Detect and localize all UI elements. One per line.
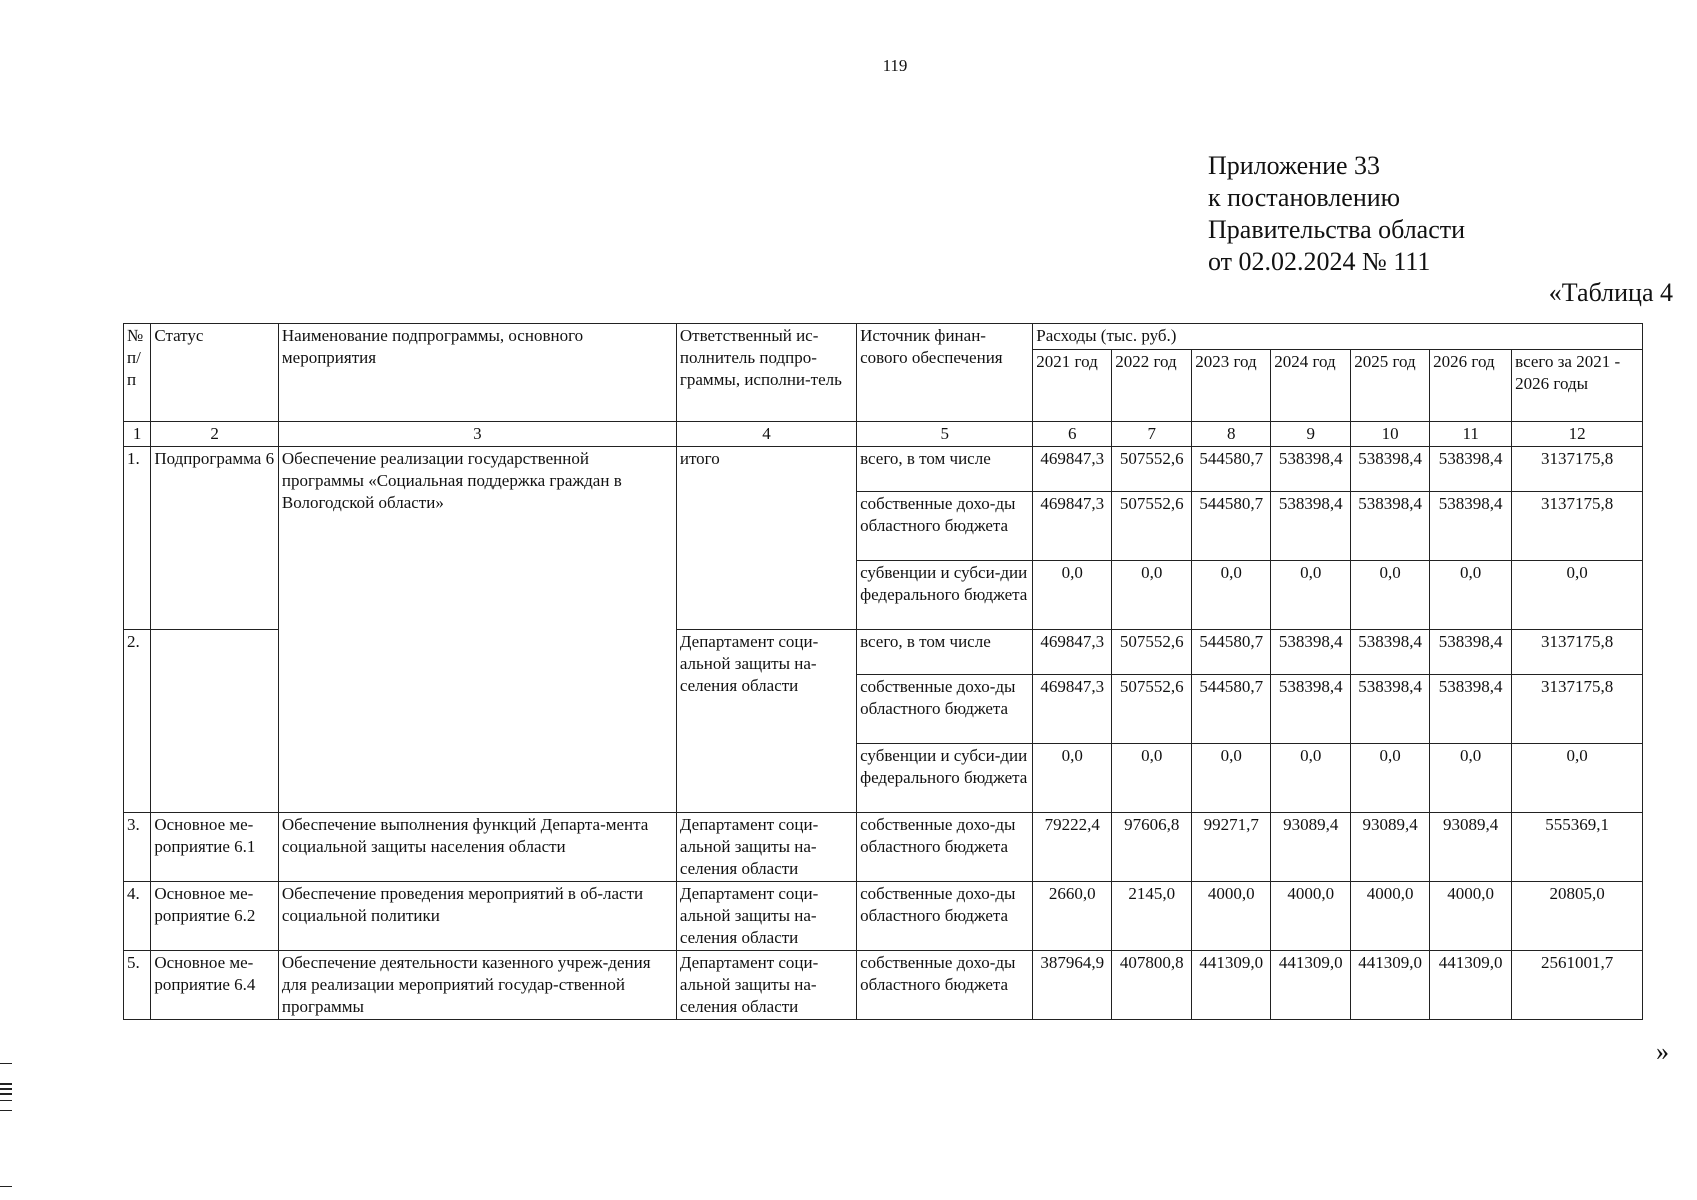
row-num: 3. <box>124 813 151 882</box>
scan-edge-mark <box>0 1088 12 1090</box>
row-status: Основное ме-роприятие 6.4 <box>151 951 279 1020</box>
value-cell: 0,0 <box>1430 744 1512 813</box>
total-cell: 2561001,7 <box>1512 951 1643 1020</box>
value-cell: 0,0 <box>1112 744 1192 813</box>
table-row <box>124 813 1643 882</box>
row-source: всего, в том числе <box>857 447 1033 492</box>
header-year-2026: 2026 год <box>1430 350 1512 422</box>
value-cell: 0,0 <box>1271 744 1351 813</box>
value-cell: 469847,3 <box>1033 630 1112 675</box>
value-cell: 441309,0 <box>1351 951 1430 1020</box>
column-number: 12 <box>1512 422 1643 447</box>
value-cell: 97606,8 <box>1112 813 1192 882</box>
value-cell: 538398,4 <box>1271 492 1351 561</box>
row-source: собственные дохо-ды областного бюджета <box>857 675 1033 744</box>
value-cell: 0,0 <box>1192 561 1271 630</box>
header-year-2022: 2022 год <box>1112 350 1192 422</box>
table-row <box>124 951 1643 1020</box>
value-cell: 538398,4 <box>1351 492 1430 561</box>
total-cell: 3137175,8 <box>1512 447 1643 492</box>
expenses-table <box>123 323 1643 1020</box>
row-source: собственные дохо-ды областного бюджета <box>857 951 1033 1020</box>
value-cell: 0,0 <box>1112 561 1192 630</box>
value-cell: 0,0 <box>1351 744 1430 813</box>
row-responsible: Департамент соци-альной защиты на-селения области <box>676 630 856 813</box>
header-responsible: Ответственный ис-полнитель подпро-граммы, исполни-тель <box>676 324 856 422</box>
row-name: Обеспечение реализации государственной программы «Социальная поддержка граждан в Вологодской области» <box>278 447 676 813</box>
total-cell: 0,0 <box>1512 744 1643 813</box>
header-year-2024: 2024 год <box>1271 350 1351 422</box>
table-row <box>124 882 1643 951</box>
value-cell: 4000,0 <box>1192 882 1271 951</box>
column-number-row <box>124 422 1643 447</box>
value-cell: 99271,7 <box>1192 813 1271 882</box>
total-cell: 555369,1 <box>1512 813 1643 882</box>
appendix-line-government: Правительства области <box>1208 215 1466 244</box>
value-cell: 2145,0 <box>1112 882 1192 951</box>
row-source: собственные дохо-ды областного бюджета <box>857 492 1033 561</box>
header-status: Статус <box>151 324 279 422</box>
column-number: 5 <box>857 422 1033 447</box>
value-cell: 544580,7 <box>1192 492 1271 561</box>
row-status: Основное ме-роприятие 6.2 <box>151 882 279 951</box>
value-cell: 4000,0 <box>1271 882 1351 951</box>
row-num: 1. <box>124 447 151 630</box>
column-number: 2 <box>151 422 279 447</box>
value-cell: 441309,0 <box>1192 951 1271 1020</box>
row-name: Обеспечение деятельности казенного учреж-дения для реализации мероприятий государ-ственной программы <box>278 951 676 1020</box>
value-cell: 93089,4 <box>1430 813 1512 882</box>
row-num: 5. <box>124 951 151 1020</box>
table-label: «Таблица 4 <box>1548 278 1673 307</box>
scan-edge-mark <box>0 1110 12 1111</box>
value-cell: 507552,6 <box>1112 630 1192 675</box>
value-cell: 544580,7 <box>1192 675 1271 744</box>
table-row <box>124 447 1643 492</box>
total-cell: 0,0 <box>1512 561 1643 630</box>
value-cell: 0,0 <box>1192 744 1271 813</box>
scan-edge-mark <box>0 1186 12 1187</box>
row-num: 4. <box>124 882 151 951</box>
column-number: 7 <box>1112 422 1192 447</box>
total-cell: 20805,0 <box>1512 882 1643 951</box>
value-cell: 0,0 <box>1033 561 1112 630</box>
row-responsible: Департамент соци-альной защиты на-селения области <box>676 813 856 882</box>
column-number: 3 <box>278 422 676 447</box>
value-cell: 0,0 <box>1430 561 1512 630</box>
value-cell: 93089,4 <box>1351 813 1430 882</box>
header-year-2025: 2025 год <box>1351 350 1430 422</box>
value-cell: 4000,0 <box>1351 882 1430 951</box>
row-status: Подпрограмма 6 <box>151 447 279 630</box>
header-name: Наименование подпрограммы, основного мероприятия <box>278 324 676 422</box>
total-cell: 3137175,8 <box>1512 630 1643 675</box>
scan-edge-mark <box>0 1093 12 1095</box>
header-total: всего за 2021 - 2026 годы <box>1512 350 1643 422</box>
column-number: 10 <box>1351 422 1430 447</box>
column-number: 4 <box>676 422 856 447</box>
page-number: 119 <box>882 56 908 75</box>
row-status: Основное ме-роприятие 6.1 <box>151 813 279 882</box>
row-name: Обеспечение проведения мероприятий в об-ласти социальной политики <box>278 882 676 951</box>
value-cell: 0,0 <box>1033 744 1112 813</box>
appendix-line-resolution: к постановлению <box>1208 183 1401 212</box>
value-cell: 4000,0 <box>1430 882 1512 951</box>
row-source: собственные дохо-ды областного бюджета <box>857 882 1033 951</box>
value-cell: 538398,4 <box>1271 630 1351 675</box>
value-cell: 538398,4 <box>1271 675 1351 744</box>
value-cell: 538398,4 <box>1430 492 1512 561</box>
value-cell: 538398,4 <box>1430 630 1512 675</box>
header-expenses: Расходы (тыс. руб.) <box>1033 324 1643 350</box>
header-source: Источник финан-сового обеспечения <box>857 324 1033 422</box>
row-source: собственные дохо-ды областного бюджета <box>857 813 1033 882</box>
header-year-2023: 2023 год <box>1192 350 1271 422</box>
header-num: № п/п <box>124 324 151 422</box>
row-num: 2. <box>124 630 151 813</box>
value-cell: 544580,7 <box>1192 630 1271 675</box>
row-source: субвенции и субси-дии федерального бюджета <box>857 561 1033 630</box>
header-year-2021: 2021 год <box>1033 350 1112 422</box>
row-source: всего, в том числе <box>857 630 1033 675</box>
value-cell: 93089,4 <box>1271 813 1351 882</box>
column-number: 8 <box>1192 422 1271 447</box>
row-responsible: Департамент соци-альной защиты на-селения области <box>676 882 856 951</box>
value-cell: 79222,4 <box>1033 813 1112 882</box>
row-source: субвенции и субси-дии федерального бюджета <box>857 744 1033 813</box>
row-status-empty <box>151 630 279 813</box>
value-cell: 538398,4 <box>1351 675 1430 744</box>
value-cell: 469847,3 <box>1033 492 1112 561</box>
column-number: 11 <box>1430 422 1512 447</box>
appendix-title: Приложение 33 <box>1208 151 1381 180</box>
total-cell: 3137175,8 <box>1512 492 1643 561</box>
scan-edge-mark <box>0 1063 12 1064</box>
value-cell: 441309,0 <box>1271 951 1351 1020</box>
value-cell: 544580,7 <box>1192 447 1271 492</box>
column-number: 9 <box>1271 422 1351 447</box>
value-cell: 469847,3 <box>1033 675 1112 744</box>
appendix-line-date: от 02.02.2024 № 111 <box>1208 247 1431 276</box>
value-cell: 0,0 <box>1271 561 1351 630</box>
value-cell: 507552,6 <box>1112 675 1192 744</box>
value-cell: 441309,0 <box>1430 951 1512 1020</box>
column-number: 6 <box>1033 422 1112 447</box>
row-responsible: Департамент соци-альной защиты на-селения области <box>676 951 856 1020</box>
closing-quote: » <box>1656 1037 1669 1066</box>
value-cell: 0,0 <box>1351 561 1430 630</box>
value-cell: 538398,4 <box>1430 675 1512 744</box>
scan-edge-mark <box>0 1083 12 1085</box>
value-cell: 2660,0 <box>1033 882 1112 951</box>
value-cell: 538398,4 <box>1271 447 1351 492</box>
value-cell: 469847,3 <box>1033 447 1112 492</box>
row-name: Обеспечение выполнения функций Департа-мента социальной защиты населения области <box>278 813 676 882</box>
value-cell: 407800,8 <box>1112 951 1192 1020</box>
value-cell: 507552,6 <box>1112 447 1192 492</box>
total-cell: 3137175,8 <box>1512 675 1643 744</box>
appendix-block <box>1208 150 1465 278</box>
scan-edge-mark <box>0 1100 12 1101</box>
value-cell: 538398,4 <box>1351 630 1430 675</box>
value-cell: 538398,4 <box>1351 447 1430 492</box>
value-cell: 538398,4 <box>1430 447 1512 492</box>
column-number: 1 <box>124 422 151 447</box>
row-responsible: итого <box>676 447 856 630</box>
value-cell: 387964,9 <box>1033 951 1112 1020</box>
header-row-top <box>124 324 1643 350</box>
value-cell: 507552,6 <box>1112 492 1192 561</box>
